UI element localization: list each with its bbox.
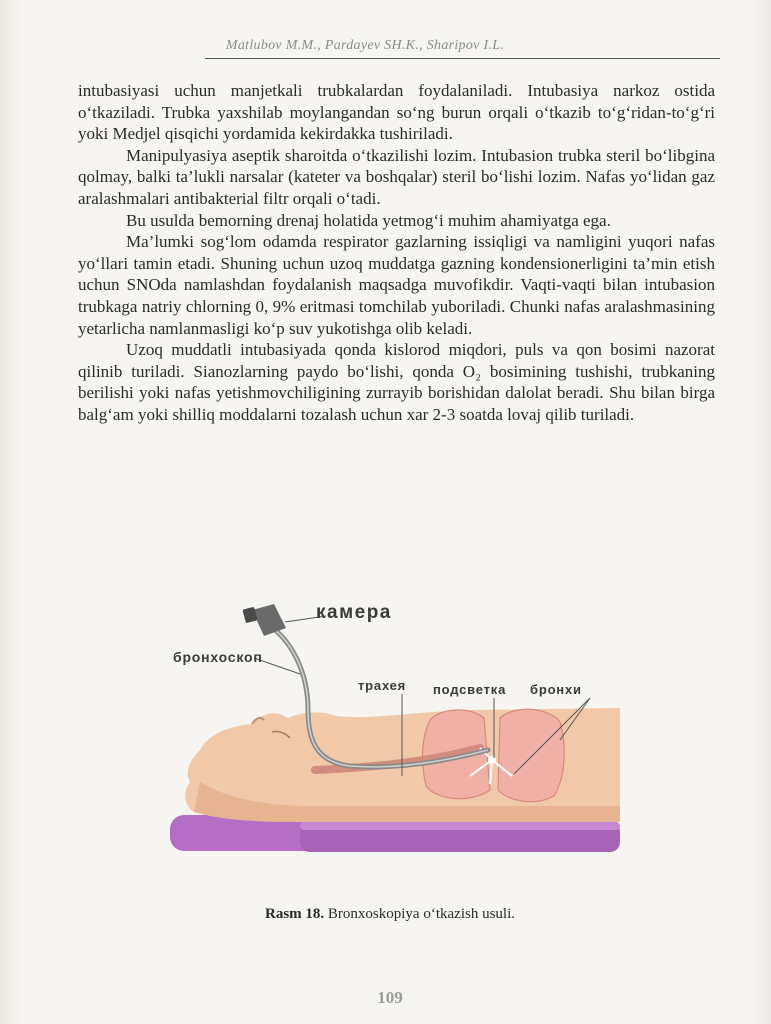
running-header: Matlubov M.M., Pardayev SH.K., Sharipov I.L. <box>225 38 505 53</box>
bronchoscope-label: бронхоскоп <box>173 649 263 665</box>
caption-number: Rasm 18. <box>265 906 325 922</box>
page-number: 109 <box>377 988 403 1007</box>
light-label: подсветка <box>433 682 507 697</box>
paragraph-1: intubasiyasi uchun manjetkali trubkalardan foydalaniladi. Intubasiya narkoz ostida o‘tkaziladi. Trubka yaxshilab moylangandan so‘ng burun orqali o‘tkazib to‘g‘ridan-to‘g‘ri yoki Medjel qisqichi yordamida kekirdakka tushiriladi. <box>78 81 715 144</box>
mattress-highlight <box>300 822 620 830</box>
header-rule <box>205 58 720 59</box>
paragraph-5: Uzoq muddatli intubasiyada qonda kislorod miqdori, puls va qon bosimi nazorat qilinib turiladi. Sianozlarning paydo bo‘lishi, qonda O₂ bosimining tushishi, trubkaning berilishi yoki nafas yetishmovchiligining zurrayib borishidan dalolat beradi. Shu bilan birga balg‘am yoki shilliq moddalarni tozalash uchun xar 2-3 soatda lovaj qilib turiladi. <box>78 340 715 424</box>
body-text <box>78 80 715 426</box>
camera-label: камера <box>316 602 392 623</box>
light-point <box>488 756 496 764</box>
trachea-label: трахея <box>358 678 407 693</box>
caption-text: Bronxoskopiya o‘tkazish usuli. <box>324 906 515 922</box>
camera-body <box>252 604 286 636</box>
paragraph-2: Manipulyasiya aseptik sharoitda o‘tkazilishi lozim. Intubasion trubka steril bo‘libgina qolmay, balki ta’lukli narsalar (kateter va boshqalar) steril bo‘lishi lozim. Nafas yo‘lidan gaz aralashmalari antibakterial filtr orqali o‘tadi. <box>78 145 715 208</box>
figure-caption <box>150 906 630 923</box>
right-lung <box>498 709 564 801</box>
paragraph-3: Bu usulda bemorning drenaj holatida yetmog‘i muhim ahamiyatga ega. <box>126 210 611 230</box>
paragraph-4: Ma’lumki sog‘lom odamda respirator gazlarning issiqligi va namligini yuqori nafas yo‘llari tamin etadi. Shuning uchun uzoq muddatga gazning kondensionerligini ta’min etish uchun SNOda namlashdan foydalanish maqsadga muvofikdir. Vaqti-vaqti bilan intubasion trubkaga natriy chlorning 0, 9% eritmasi tomchilab yuboriladi. Chunki nafas aralashmasining yetarlicha namlanmasligi ko‘p suv yukotishga olib keladi. <box>78 232 715 338</box>
bronchoscopy-illustration <box>140 600 640 870</box>
bronchi-label: бронхи <box>530 682 582 697</box>
bronchoscopy-figure <box>140 600 640 870</box>
